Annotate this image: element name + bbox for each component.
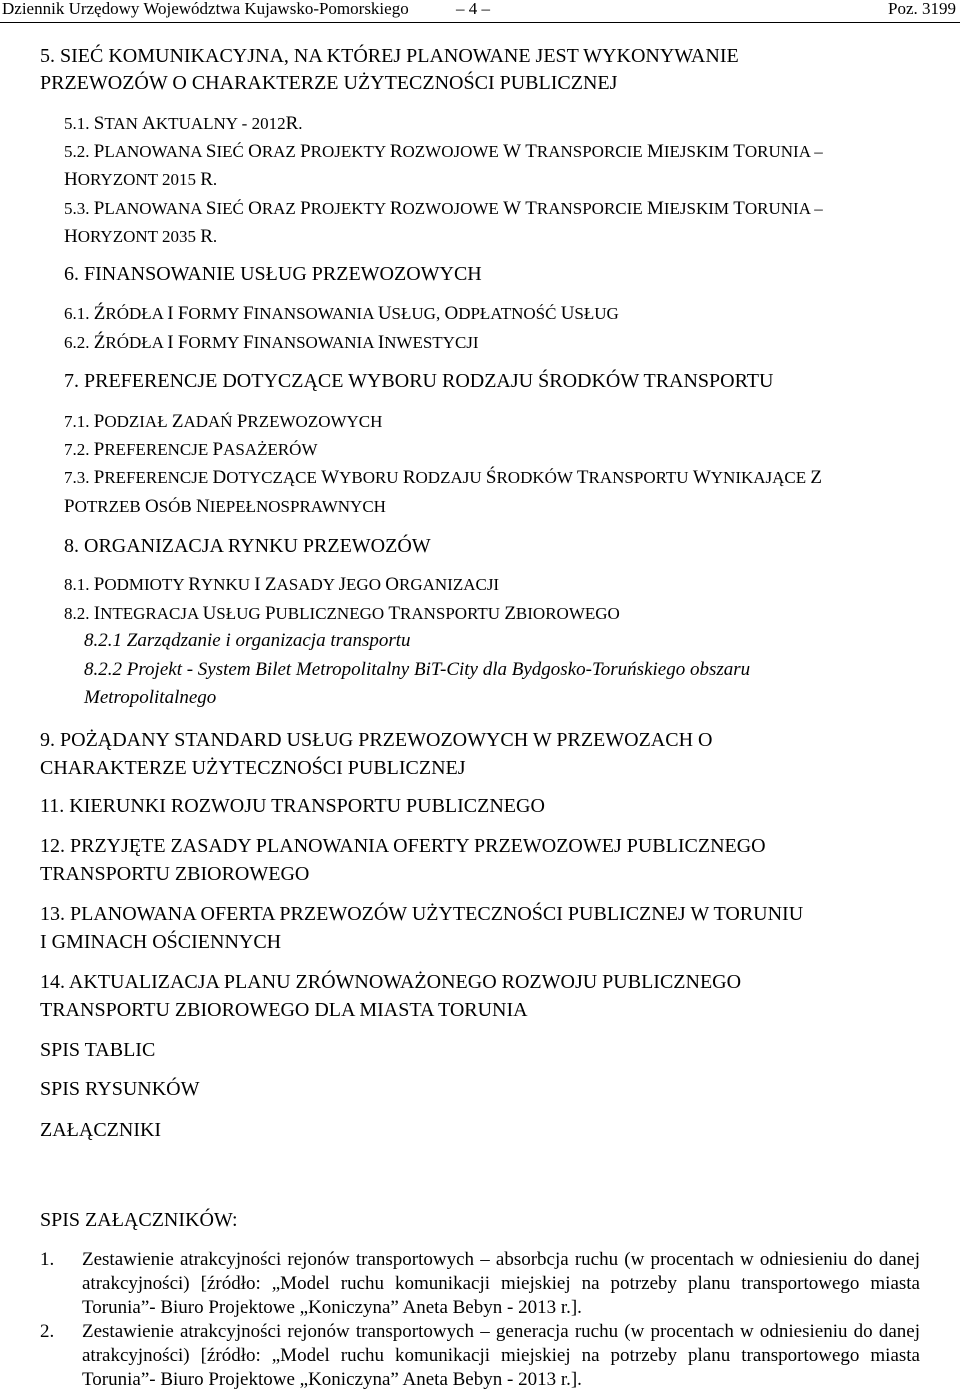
toc-entry-6-2: 6.2. ŹRÓDŁA I FORMY FINANSOWANIA INWESTYCJI xyxy=(64,332,479,353)
toc-heading-12-cont: TRANSPORTU ZBIOROWEGO xyxy=(40,863,310,885)
toc-entry-5-2: 5.2. PLANOWANA SIEĆ ORAZ PROJEKTY ROZWOJOWE W TRANSPORCIE MIEJSKIM TORUNIA – xyxy=(64,141,823,162)
toc-entry-7-1: 7.1. PODZIAŁ ZADAŃ PRZEWOZOWYCH xyxy=(64,411,383,432)
toc-entry-7-2: 7.2. PREFERENCJE PASAŻERÓW xyxy=(64,439,318,460)
toc-entry-8-2-1: 8.2.1 Zarządzanie i organizacja transportu xyxy=(84,630,411,651)
toc-entry-6-1: 6.1. ŹRÓDŁA I FORMY FINANSOWANIA USŁUG, ODPŁATNOŚĆ USŁUG xyxy=(64,303,619,324)
toc-heading-12: 12. PRZYJĘTE ZASADY PLANOWANIA OFERTY PRZEWOZOWEJ PUBLICZNEGO xyxy=(40,835,766,857)
page-header xyxy=(0,0,960,23)
toc-heading-11: 11. KIERUNKI ROZWOJU TRANSPORTU PUBLICZNEGO xyxy=(40,795,545,817)
toc-zalaczniki: ZAŁĄCZNIKI xyxy=(40,1119,162,1141)
toc-entry-5-1: 5.1. STAN AKTUALNY - 2012R. xyxy=(64,113,303,134)
list-item-text: Zestawienie atrakcyjności rejonów transportowych – generacja ruchu (w procentach w odniesieniu do danej atrakcyjności) [źródło: „Model ruchu komunikacji miejskiej na potrzeby planu transportowego miasta Torunia”- Biuro Projektowe „Koniczyna” Aneta Bebyn - 2013 r.]. xyxy=(82,1321,920,1390)
toc-entry-5-2-cont: HORYZONT 2015 R. xyxy=(64,169,218,190)
toc-heading-7: 7. PREFERENCJE DOTYCZĄCE WYBORU RODZAJU ŚRODKÓW TRANSPORTU xyxy=(64,370,774,392)
toc-entry-8-2-2-cont: Metropolitalnego xyxy=(84,687,217,708)
toc-heading-9: 9. POŻĄDANY STANDARD USŁUG PRZEWOZOWYCH W PRZEWOZACH O xyxy=(40,729,713,751)
attachments-title: SPIS ZAŁĄCZNIKÓW: xyxy=(40,1209,238,1231)
list-item-number: 1. xyxy=(40,1249,55,1270)
list-item-text: Zestawienie atrakcyjności rejonów transportowych – absorbcja ruchu (w procentach w odniesieniu do danej atrakcyjności) [źródło: „Model ruchu komunikacji miejskiej na potrzeby planu transportowego miasta Torunia”- Biuro Projektowe „Koniczyna” Aneta Bebyn - 2013 r.]. xyxy=(82,1249,920,1318)
toc-entry-5-3: 5.3. PLANOWANA SIEĆ ORAZ PROJEKTY ROZWOJOWE W TRANSPORCIE MIEJSKIM TORUNIA – xyxy=(64,198,823,219)
toc-heading-13-cont: I GMINACH OŚCIENNYCH xyxy=(40,931,282,953)
toc-heading-6: 6. FINANSOWANIE USŁUG PRZEWOZOWYCH xyxy=(64,263,482,285)
attachments-list xyxy=(40,1248,920,1392)
toc-heading-5: 5. SIEĆ KOMUNIKACYJNA, NA KTÓREJ PLANOWANE JEST WYKONYWANIE xyxy=(40,45,739,67)
list-item xyxy=(40,1320,920,1392)
toc-heading-5-cont: PRZEWOZÓW O CHARAKTERZE UŻYTECZNOŚCI PUBLICZNEJ xyxy=(40,72,618,94)
page-number: – 4 – xyxy=(456,0,490,18)
journal-title: Dziennik Urzędowy Województwa Kujawsko-Pomorskiego xyxy=(2,0,409,18)
toc-entry-8-2: 8.2. INTEGRACJA USŁUG PUBLICZNEGO TRANSPORTU ZBIOROWEGO xyxy=(64,603,620,624)
toc-spis-rysunkow: SPIS RYSUNKÓW xyxy=(40,1078,200,1100)
toc-heading-13: 13. PLANOWANA OFERTA PRZEWOZÓW UŻYTECZNOŚCI PUBLICZNEJ W TORUNIU xyxy=(40,903,804,925)
toc-heading-8: 8. ORGANIZACJA RYNKU PRZEWOZÓW xyxy=(64,535,431,557)
toc-heading-14: 14. AKTUALIZACJA PLANU ZRÓWNOWAŻONEGO ROZWOJU PUBLICZNEGO xyxy=(40,971,742,993)
toc-entry-8-1: 8.1. PODMIOTY RYNKU I ZASADY JEGO ORGANIZACJI xyxy=(64,574,500,595)
toc-entry-8-2-2: 8.2.2 Projekt - System Bilet Metropolitalny BiT-City dla Bydgosko-Toruńskiego obszaru xyxy=(84,659,751,680)
toc-heading-14-cont: TRANSPORTU ZBIOROWEGO DLA MIASTA TORUNIA xyxy=(40,999,528,1021)
toc-entry-5-3-cont: HORYZONT 2035 R. xyxy=(64,226,218,247)
list-item-number: 2. xyxy=(40,1321,55,1342)
toc-entry-7-3-cont: POTRZEB OSÓB NIEPEŁNOSPRAWNYCH xyxy=(64,496,386,517)
toc-heading-9-cont: CHARAKTERZE UŻYTECZNOŚCI PUBLICZNEJ xyxy=(40,757,466,779)
toc-entry-7-3: 7.3. PREFERENCJE DOTYCZĄCE WYBORU RODZAJU ŚRODKÓW TRANSPORTU WYNIKAJĄCE Z xyxy=(64,467,823,488)
list-item xyxy=(40,1248,920,1320)
toc-spis-tablic: SPIS TABLIC xyxy=(40,1039,156,1061)
position-number: Poz. 3199 xyxy=(888,0,956,18)
